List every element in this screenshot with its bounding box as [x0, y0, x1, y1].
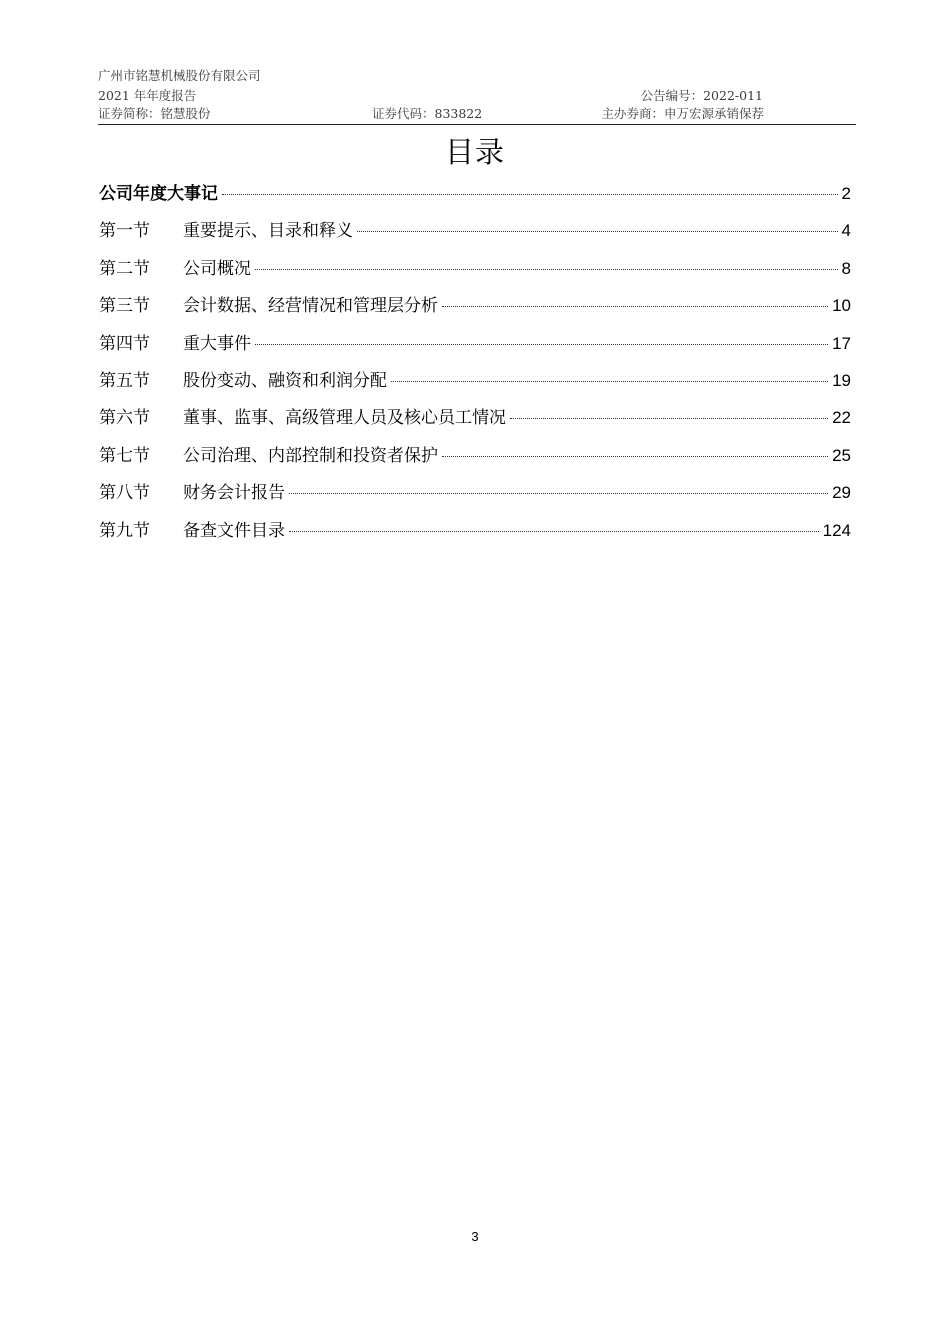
- toc-leader-dots: [289, 531, 819, 532]
- toc-entry-title: 公司年度大事记: [99, 184, 218, 204]
- table-of-contents: [99, 182, 851, 556]
- toc-entry-section-5[interactable]: [99, 369, 851, 406]
- toc-leader-dots: [289, 493, 828, 494]
- toc-entry-page: 2: [841, 184, 851, 203]
- toc-entry-section: 第三节: [99, 296, 150, 317]
- toc-entry-title: 公司概况: [183, 258, 251, 279]
- toc-entry-title: 财务会计报告: [183, 483, 285, 504]
- toc-entry-section: 第五节: [99, 370, 150, 391]
- toc-entry-page: 17: [832, 333, 851, 353]
- toc-entry-section: 第一节: [99, 221, 150, 242]
- page-header: [98, 66, 856, 127]
- toc-entry-page: 124: [822, 520, 851, 540]
- toc-entry-section: 第七节: [99, 445, 150, 466]
- toc-entry-section: 第六节: [99, 408, 150, 429]
- toc-entry-title: 备查文件目录: [183, 520, 285, 541]
- toc-leader-dots: [510, 418, 828, 419]
- toc-entry-title: 董事、监事、高级管理人员及核心员工情况: [183, 408, 506, 429]
- header-divider: [98, 124, 856, 125]
- toc-entry-section-8[interactable]: [99, 481, 851, 518]
- notice-number: 公告编号：2022-011: [640, 88, 763, 103]
- security-code: 证券代码：833822: [372, 106, 483, 121]
- toc-leader-dots: [357, 231, 838, 232]
- toc-entry-highlights[interactable]: [99, 182, 851, 219]
- toc-leader-dots: [255, 344, 828, 345]
- toc-entry-section-6[interactable]: [99, 406, 851, 443]
- toc-entry-section: 第二节: [99, 258, 150, 279]
- toc-entry-title: 公司治理、内部控制和投资者保护: [183, 445, 438, 466]
- toc-title: 目录: [444, 135, 505, 169]
- toc-leader-dots: [391, 381, 828, 382]
- toc-leader-dots: [255, 269, 838, 270]
- report-name: 2021 年年度报告: [98, 88, 197, 103]
- toc-entry-section-2[interactable]: [99, 257, 851, 294]
- toc-entry-section-3[interactable]: [99, 294, 851, 331]
- toc-entry-page: 22: [832, 408, 851, 428]
- company-name: 广州市铭慧机械股份有限公司: [98, 68, 261, 83]
- toc-entry-section-7[interactable]: [99, 444, 851, 481]
- toc-entry-section-1[interactable]: [99, 219, 851, 256]
- toc-leader-dots: [222, 194, 838, 195]
- toc-entry-title: 会计数据、经营情况和管理层分析: [183, 296, 438, 317]
- toc-entry-section-4[interactable]: [99, 332, 851, 369]
- page-number: 3: [471, 1229, 479, 1244]
- toc-entry-page: 19: [832, 370, 851, 390]
- toc-entry-section: 第四节: [99, 333, 150, 354]
- toc-entry-title: 重大事件: [183, 333, 251, 354]
- toc-entry-page: 10: [832, 296, 851, 316]
- toc-entry-section-9[interactable]: [99, 519, 851, 556]
- toc-entry-section: 第九节: [99, 520, 150, 541]
- toc-leader-dots: [442, 456, 828, 457]
- toc-entry-page: 8: [841, 258, 851, 278]
- toc-entry-title: 重要提示、目录和释义: [183, 221, 353, 242]
- toc-entry-section: 第八节: [99, 483, 150, 504]
- toc-entry-title: 股份变动、融资和利润分配: [183, 370, 387, 391]
- security-abbreviation: 证券简称：铭慧股份: [98, 106, 211, 121]
- toc-entry-page: 25: [832, 445, 851, 465]
- toc-entry-page: 29: [832, 483, 851, 503]
- toc-leader-dots: [442, 306, 828, 307]
- toc-entry-page: 4: [841, 221, 851, 241]
- sponsor-broker: 主办券商：申万宏源承销保荐: [601, 106, 764, 121]
